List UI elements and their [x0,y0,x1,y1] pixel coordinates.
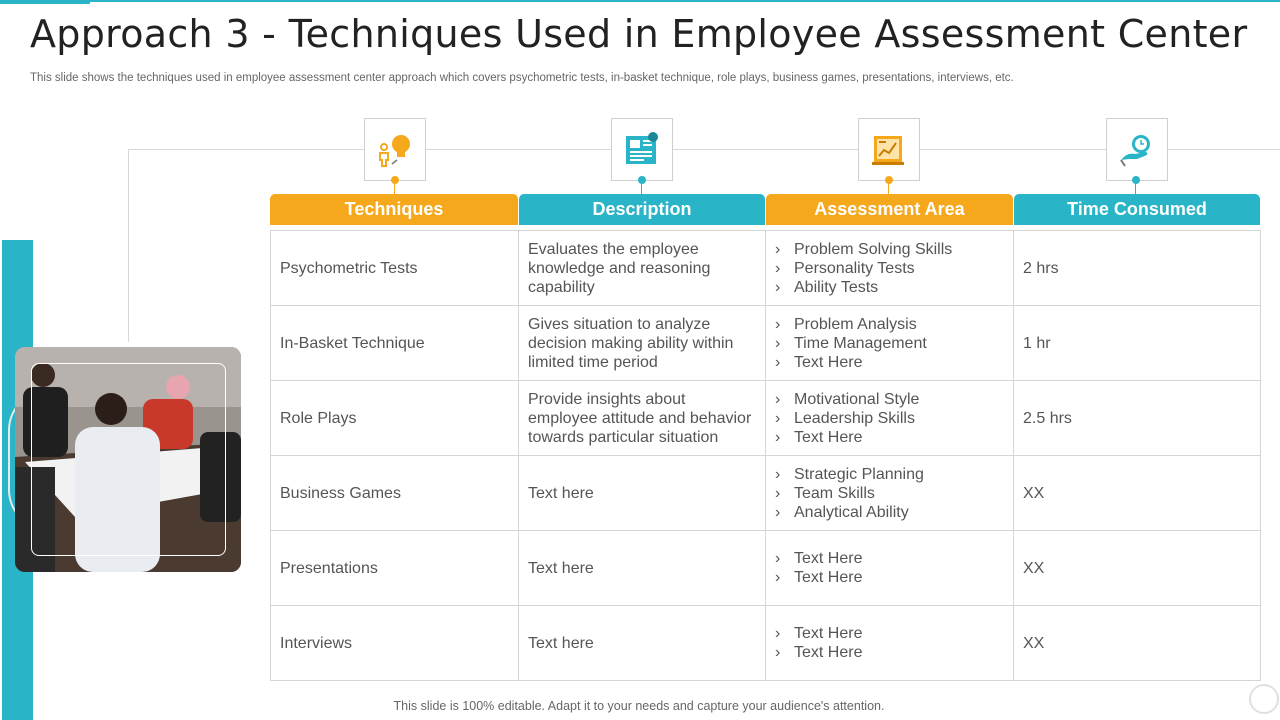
newspaper-icon-box [611,118,673,181]
connector-dot [885,176,893,184]
list-item: › Text Here [775,428,919,447]
assessment-area-cell [766,531,1014,605]
newspaper-icon [622,130,662,170]
hand-clock-icon [1117,130,1157,170]
description-cell: Provide insights about employee attitude and behavior towards particular situation [519,381,766,455]
connector-dot [638,176,646,184]
assessment-area-cell [766,381,1014,455]
chart-board-icon [869,130,909,170]
technique-cell: Presentations [271,531,519,605]
hand-clock-icon-box [1106,118,1168,181]
chart-board-icon-box [858,118,920,181]
list-item: › Text Here [775,549,862,568]
table-row [271,531,1261,606]
header-techniques: Techniques [270,194,518,225]
header-time-consumed: Time Consumed [1014,194,1260,225]
list-item: › Text Here [775,643,862,662]
time-cell: XX [1014,531,1261,605]
techniques-table [270,230,1261,681]
list-item: › Time Management [775,334,927,353]
technique-cell: Interviews [271,606,519,680]
list-item: › Analytical Ability [775,503,924,522]
technique-cell: Role Plays [271,381,519,455]
header-description: Description [519,194,765,225]
technique-cell: In-Basket Technique [271,306,519,380]
list-item: › Motivational Style [775,390,919,409]
time-cell: XX [1014,456,1261,530]
list-item: › Ability Tests [775,278,952,297]
description-cell: Gives situation to analyze decision making ability within limited time period [519,306,766,380]
list-item: › Personality Tests [775,259,952,278]
time-cell: 1 hr [1014,306,1261,380]
connector-stem [888,183,889,194]
list-item: › Leadership Skills [775,409,919,428]
photo-inner-frame [31,363,226,556]
assessment-area-cell [766,606,1014,680]
table-row [271,456,1261,531]
assessment-area-cell [766,231,1014,305]
connector-stem [394,183,395,194]
connector-dot [1132,176,1140,184]
description-cell: Text here [519,456,766,530]
top-accent-bar [0,0,90,4]
time-cell: 2.5 hrs [1014,381,1261,455]
table-row [271,306,1261,381]
time-cell: 2 hrs [1014,231,1261,305]
connector-dot [391,176,399,184]
person-lightbulb-icon-box [364,118,426,181]
table-row [271,231,1261,306]
connector-stem [641,183,642,194]
technique-cell: Psychometric Tests [271,231,519,305]
connector-line-vertical [128,149,129,342]
assessment-area-cell [766,306,1014,380]
person-lightbulb-icon [375,130,415,170]
table-row [271,606,1261,681]
assessment-area-cell [766,456,1014,530]
list-item: › Team Skills [775,484,924,503]
description-cell: Evaluates the employee knowledge and reasoning capability [519,231,766,305]
description-cell: Text here [519,606,766,680]
time-cell: XX [1014,606,1261,680]
page-title: Approach 3 - Techniques Used in Employee Assessment Center [30,12,1248,56]
list-item: › Text Here [775,624,862,643]
technique-cell: Business Games [271,456,519,530]
corner-decorative-circle [1249,684,1279,714]
top-border-line [0,0,1280,2]
description-cell: Text here [519,531,766,605]
list-item: › Text Here [775,568,862,587]
page-subtitle: This slide shows the techniques used in employee assessment center approach which covers psychometric tests, in-basket technique, role plays, business games, presentations, interviews, etc. [30,72,1014,84]
connector-stem [1135,183,1136,194]
header-assessment-area: Assessment Area [766,194,1013,225]
list-item: › Text Here [775,353,927,372]
list-item: › Strategic Planning [775,465,924,484]
table-row [271,381,1261,456]
footer-note: This slide is 100% editable. Adapt it to your needs and capture your audience's attention. [393,699,885,713]
list-item: › Problem Analysis [775,315,927,334]
list-item: › Problem Solving Skills [775,240,952,259]
